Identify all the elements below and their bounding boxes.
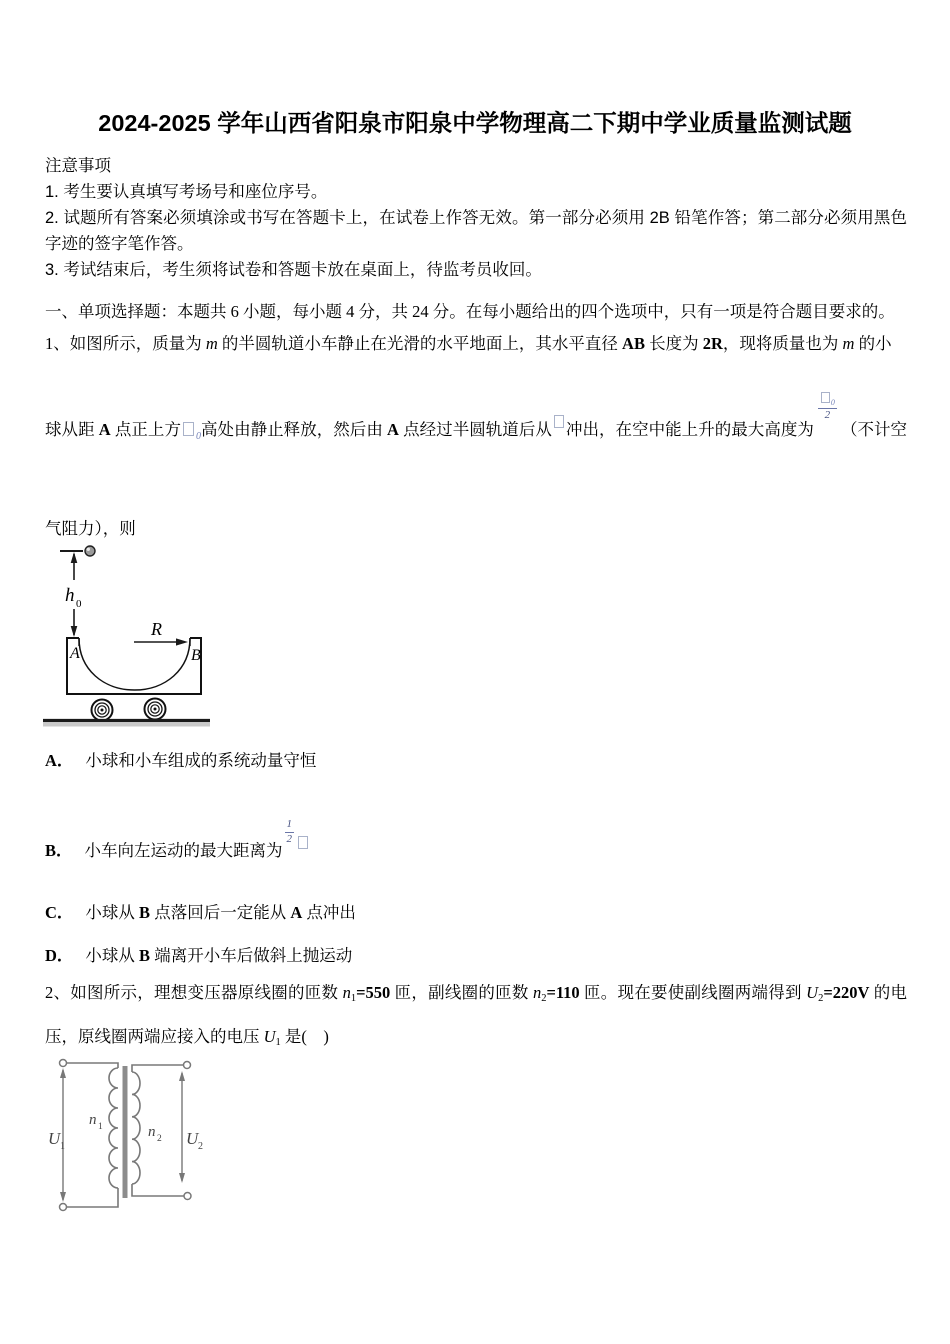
notice-heading: 注意事项 <box>45 157 111 175</box>
track-arc <box>79 638 190 690</box>
primary-terminal-top <box>60 1060 67 1067</box>
q1-option-d <box>45 945 907 967</box>
option-a-text: 小球和小车组成的系统动量守恒 <box>85 751 317 770</box>
missing-glyph-box <box>183 422 194 436</box>
secondary-terminal-top <box>184 1062 191 1069</box>
primary-top-wire <box>67 1063 119 1068</box>
ball <box>85 546 95 556</box>
primary-terminal-bottom <box>60 1204 67 1211</box>
primary-coil <box>109 1068 118 1188</box>
u1-subscript: 1 <box>60 1141 65 1152</box>
n2-label: n <box>148 1124 156 1140</box>
primary-bottom-wire <box>67 1188 119 1207</box>
q1-option-a <box>45 750 907 772</box>
ball-highlight <box>87 548 90 551</box>
q2-figure-transformer <box>48 1056 208 1214</box>
q1-figure-cart <box>42 539 214 731</box>
missing-glyph-box <box>821 392 830 403</box>
u2-subscript: 2 <box>198 1141 203 1152</box>
u2-voltage-arrow <box>179 1071 185 1183</box>
q1-stem-line1: 1、如图所示，质量为 m 的半圆轨道小车静止在光滑的水平地面上，其水平直径 AB 长度为 2R，现将质量也为 m 的小 <box>45 334 892 353</box>
option-c-label: C． <box>45 903 74 922</box>
secondary-terminal-bottom <box>184 1193 191 1200</box>
option-d-text: 小球从 B 端离开小车后做斜上抛运动 <box>85 946 353 965</box>
notice-item-3: 3. 考试结束后，考生须将试卷和答题卡放在桌面上，待监考员收回。 <box>45 261 542 279</box>
q2-stem: 2、如图所示，理想变压器原线圈的匝数 $n_1=550$ 匝，副线圈的匝数 $n_2=110$ 匝。现在要使副线圈两端得到 $U_2=220V$ 的电压，原线圈两端应接入的电压 $U_1$ 是( ) <box>45 983 908 1048</box>
option-b-text: 小车向左运动的最大距离为 $\frac{1}{2}$ <box>85 841 311 860</box>
missing-glyph-box <box>554 415 564 428</box>
iron-core <box>123 1066 128 1198</box>
q1-stem-line2: 球从距 A 点正上方 $_0$高处由静止释放，然后由 A 点经过半圆轨道后从 冲出，在空中能上升的最大高度为 $\frac{0}{2}$ （不计空气阻力），则 <box>45 384 907 575</box>
max-height-fraction: $\frac{0}{2}$ <box>818 392 837 422</box>
wheel-right <box>145 699 166 720</box>
radius-arrow <box>134 638 188 645</box>
section1-heading: 一、单项选择题：本题共 6 小题，每小题 4 分，共 24 分。在每小题给出的四个选项中，只有一项是符合题目要求的。 <box>45 302 895 321</box>
u1-label: U <box>48 1129 61 1148</box>
half-fraction: $\frac{1}{2}$ <box>286 818 293 845</box>
secondary-top-wire <box>132 1065 184 1072</box>
q1-option-b <box>45 818 907 862</box>
notice-section <box>45 153 907 283</box>
point-b-label: B <box>191 647 201 664</box>
notice-item-2: 2. 试题所有答案必须填涂或书写在答题卡上，在试卷上作答无效。第一部分必须用 2B 铅笔作答；第二部分必须用黑色字迹的签字笔作答。 <box>45 209 907 253</box>
wheel-left <box>92 700 113 721</box>
notice-item-1: 1. 考生要认真填写考场号和座位序号。 <box>45 183 328 201</box>
radius-label: R <box>151 619 162 639</box>
option-d-label: D． <box>45 946 74 965</box>
n1-subscript: 1 <box>98 1122 103 1132</box>
document-title: 2024-2025 学年山西省阳泉市阳泉中学物理高二下期中学业质量监测试题 <box>98 110 852 136</box>
option-a-label: A． <box>45 751 74 770</box>
h0-label: h <box>65 585 75 606</box>
n1-label: n <box>89 1112 97 1128</box>
secondary-coil <box>132 1072 140 1184</box>
secondary-bottom-wire <box>132 1184 184 1196</box>
option-b-label: B． <box>45 840 73 860</box>
missing-glyph-box <box>298 836 308 849</box>
u2-label: U <box>186 1129 199 1148</box>
n2-subscript: 2 <box>157 1134 162 1144</box>
point-a-label: A <box>70 645 80 662</box>
h0-subscript: 0 <box>76 598 82 610</box>
option-c-text: 小球从 B 点落回后一定能从 A 点冲出 <box>85 903 356 922</box>
ground-shading <box>43 723 210 727</box>
q1-option-c <box>45 902 907 924</box>
u1-voltage-arrow <box>60 1068 66 1202</box>
